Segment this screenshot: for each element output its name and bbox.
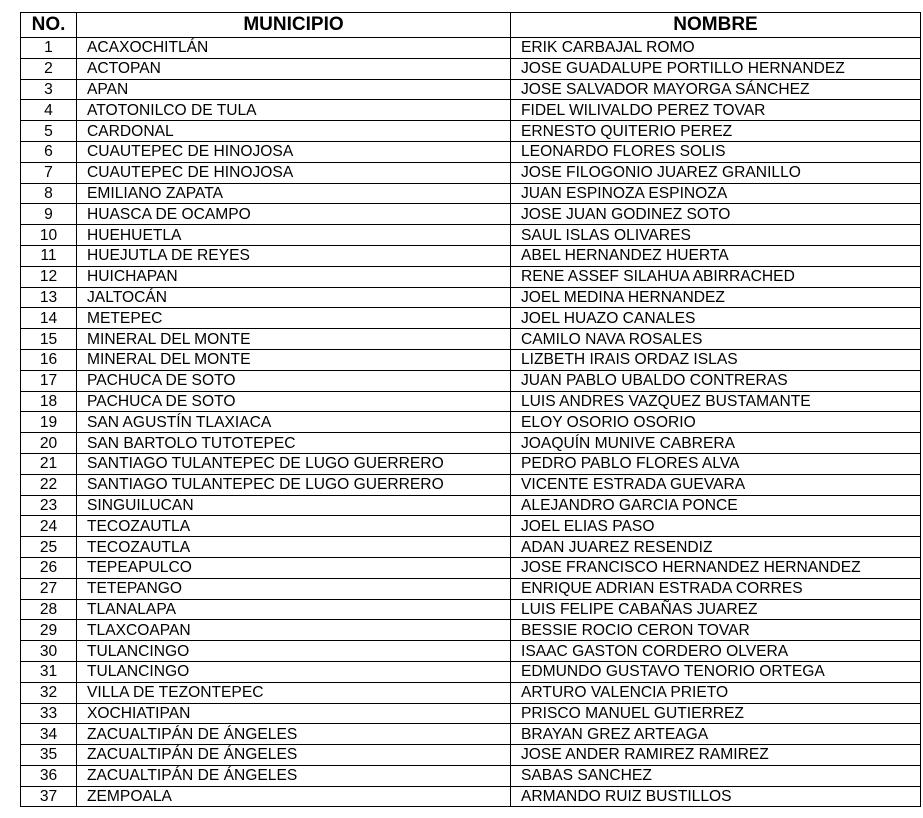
table-row	[21, 724, 921, 745]
row-number: 36	[21, 765, 77, 786]
table-row	[21, 162, 921, 183]
row-municipio: HUICHAPAN	[77, 266, 511, 287]
row-nombre: ARTURO VALENCIA PRIETO	[511, 682, 921, 703]
row-municipio: HUEJUTLA DE REYES	[77, 245, 511, 266]
row-nombre: JOSE JUAN GODINEZ SOTO	[511, 204, 921, 225]
row-number: 6	[21, 141, 77, 162]
table-row	[21, 79, 921, 100]
row-number: 10	[21, 225, 77, 246]
row-municipio: CARDONAL	[77, 121, 511, 142]
table-row	[21, 287, 921, 308]
row-nombre: LUIS ANDRES VAZQUEZ BUSTAMANTE	[511, 391, 921, 412]
row-municipio: XOCHIATIPAN	[77, 703, 511, 724]
row-number: 22	[21, 474, 77, 495]
table-row	[21, 58, 921, 79]
row-number: 37	[21, 786, 77, 807]
row-municipio: SAN BARTOLO TUTOTEPEC	[77, 433, 511, 454]
row-nombre: VICENTE ESTRADA GUEVARA	[511, 474, 921, 495]
row-number: 33	[21, 703, 77, 724]
row-number: 2	[21, 58, 77, 79]
table-row	[21, 349, 921, 370]
row-nombre: ADAN JUAREZ RESENDIZ	[511, 537, 921, 558]
row-number: 17	[21, 370, 77, 391]
row-number: 25	[21, 537, 77, 558]
row-municipio: SANTIAGO TULANTEPEC DE LUGO GUERRERO	[77, 474, 511, 495]
row-nombre: ERIK CARBAJAL ROMO	[511, 38, 921, 59]
table-row	[21, 599, 921, 620]
table-row	[21, 703, 921, 724]
table-row	[21, 682, 921, 703]
row-nombre: JOEL HUAZO CANALES	[511, 308, 921, 329]
row-number: 23	[21, 495, 77, 516]
row-number: 9	[21, 204, 77, 225]
row-number: 1	[21, 38, 77, 59]
table-row	[21, 495, 921, 516]
row-municipio: TULANCINGO	[77, 641, 511, 662]
row-number: 29	[21, 620, 77, 641]
row-municipio: MINERAL DEL MONTE	[77, 329, 511, 350]
row-municipio: SANTIAGO TULANTEPEC DE LUGO GUERRERO	[77, 453, 511, 474]
row-municipio: CUAUTEPEC DE HINOJOSA	[77, 162, 511, 183]
row-municipio: METEPEC	[77, 308, 511, 329]
row-nombre: LIZBETH IRAIS ORDAZ ISLAS	[511, 349, 921, 370]
row-nombre: ABEL HERNANDEZ HUERTA	[511, 245, 921, 266]
row-municipio: ZACUALTIPÁN DE ÁNGELES	[77, 724, 511, 745]
row-number: 7	[21, 162, 77, 183]
table-body	[21, 38, 921, 807]
row-nombre: LUIS FELIPE CABAÑAS JUAREZ	[511, 599, 921, 620]
row-municipio: APAN	[77, 79, 511, 100]
table-row	[21, 453, 921, 474]
table-row	[21, 578, 921, 599]
row-nombre: ISAAC GASTON CORDERO OLVERA	[511, 641, 921, 662]
table-row	[21, 266, 921, 287]
table-row	[21, 557, 921, 578]
row-municipio: TULANCINGO	[77, 661, 511, 682]
row-nombre: ENRIQUE ADRIAN ESTRADA CORRES	[511, 578, 921, 599]
row-municipio: VILLA DE TEZONTEPEC	[77, 682, 511, 703]
row-number: 3	[21, 79, 77, 100]
row-number: 8	[21, 183, 77, 204]
row-number: 15	[21, 329, 77, 350]
row-municipio: HUASCA DE OCAMPO	[77, 204, 511, 225]
table-row	[21, 765, 921, 786]
row-municipio: ZACUALTIPÁN DE ÁNGELES	[77, 745, 511, 766]
row-number: 12	[21, 266, 77, 287]
row-nombre: SAUL ISLAS OLIVARES	[511, 225, 921, 246]
table-row	[21, 786, 921, 807]
table-row	[21, 141, 921, 162]
row-nombre: ERNESTO QUITERIO PEREZ	[511, 121, 921, 142]
table-row	[21, 308, 921, 329]
table-row	[21, 225, 921, 246]
row-nombre: BESSIE ROCIO CERON TOVAR	[511, 620, 921, 641]
municipio-table	[20, 12, 921, 807]
row-nombre: PRISCO MANUEL GUTIERREZ	[511, 703, 921, 724]
row-number: 35	[21, 745, 77, 766]
table-row	[21, 516, 921, 537]
header-nombre: NOMBRE	[511, 13, 921, 38]
row-number: 4	[21, 100, 77, 121]
row-number: 13	[21, 287, 77, 308]
row-number: 28	[21, 599, 77, 620]
row-municipio: TEPEAPULCO	[77, 557, 511, 578]
table-row	[21, 370, 921, 391]
row-number: 14	[21, 308, 77, 329]
table-row	[21, 100, 921, 121]
row-number: 31	[21, 661, 77, 682]
row-nombre: JUAN ESPINOZA ESPINOZA	[511, 183, 921, 204]
row-number: 20	[21, 433, 77, 454]
table-row	[21, 204, 921, 225]
table-row	[21, 433, 921, 454]
row-municipio: PACHUCA DE SOTO	[77, 370, 511, 391]
row-nombre: JOSE SALVADOR MAYORGA SÁNCHEZ	[511, 79, 921, 100]
row-nombre: SABAS SANCHEZ	[511, 765, 921, 786]
row-municipio: CUAUTEPEC DE HINOJOSA	[77, 141, 511, 162]
row-nombre: JOSE FILOGONIO JUAREZ GRANILLO	[511, 162, 921, 183]
row-municipio: MINERAL DEL MONTE	[77, 349, 511, 370]
row-nombre: RENE ASSEF SILAHUA ABIRRACHED	[511, 266, 921, 287]
row-municipio: ZEMPOALA	[77, 786, 511, 807]
row-municipio: PACHUCA DE SOTO	[77, 391, 511, 412]
row-number: 30	[21, 641, 77, 662]
row-number: 34	[21, 724, 77, 745]
header-municipio: MUNICIPIO	[77, 13, 511, 38]
row-municipio: HUEHUETLA	[77, 225, 511, 246]
row-number: 24	[21, 516, 77, 537]
table-row	[21, 329, 921, 350]
table-row	[21, 121, 921, 142]
row-municipio: TETEPANGO	[77, 578, 511, 599]
table-row	[21, 391, 921, 412]
row-nombre: EDMUNDO GUSTAVO TENORIO ORTEGA	[511, 661, 921, 682]
row-nombre: JOEL MEDINA HERNANDEZ	[511, 287, 921, 308]
row-nombre: JOSE GUADALUPE PORTILLO HERNANDEZ	[511, 58, 921, 79]
row-nombre: ELOY OSORIO OSORIO	[511, 412, 921, 433]
row-number: 18	[21, 391, 77, 412]
table-row	[21, 661, 921, 682]
table-row	[21, 245, 921, 266]
row-number: 26	[21, 557, 77, 578]
row-nombre: BRAYAN GREZ ARTEAGA	[511, 724, 921, 745]
row-municipio: TLAXCOAPAN	[77, 620, 511, 641]
row-municipio: ACAXOCHITLÁN	[77, 38, 511, 59]
row-municipio: ATOTONILCO DE TULA	[77, 100, 511, 121]
row-number: 5	[21, 121, 77, 142]
row-municipio: TECOZAUTLA	[77, 516, 511, 537]
header-no: NO.	[21, 13, 77, 38]
row-number: 21	[21, 453, 77, 474]
row-nombre: JUAN PABLO UBALDO CONTRERAS	[511, 370, 921, 391]
table-row	[21, 474, 921, 495]
row-municipio: ACTOPAN	[77, 58, 511, 79]
row-number: 32	[21, 682, 77, 703]
row-municipio: JALTOCÁN	[77, 287, 511, 308]
row-number: 19	[21, 412, 77, 433]
table-row	[21, 183, 921, 204]
row-nombre: CAMILO NAVA ROSALES	[511, 329, 921, 350]
table-row	[21, 745, 921, 766]
row-nombre: ARMANDO RUIZ BUSTILLOS	[511, 786, 921, 807]
row-nombre: ALEJANDRO GARCIA PONCE	[511, 495, 921, 516]
row-nombre: JOEL ELIAS PASO	[511, 516, 921, 537]
row-municipio: EMILIANO ZAPATA	[77, 183, 511, 204]
row-nombre: JOSE ANDER RAMIREZ RAMIREZ	[511, 745, 921, 766]
row-municipio: TLANALAPA	[77, 599, 511, 620]
table-row	[21, 620, 921, 641]
row-municipio: ZACUALTIPÁN DE ÁNGELES	[77, 765, 511, 786]
row-nombre: JOAQUÍN MUNIVE CABRERA	[511, 433, 921, 454]
table-row	[21, 38, 921, 59]
header-row	[21, 13, 921, 38]
row-number: 27	[21, 578, 77, 599]
row-municipio: TECOZAUTLA	[77, 537, 511, 558]
row-nombre: PEDRO PABLO FLORES ALVA	[511, 453, 921, 474]
table-row	[21, 641, 921, 662]
row-nombre: LEONARDO FLORES SOLIS	[511, 141, 921, 162]
row-nombre: FIDEL WILIVALDO PEREZ TOVAR	[511, 100, 921, 121]
row-municipio: SAN AGUSTÍN TLAXIACA	[77, 412, 511, 433]
row-number: 16	[21, 349, 77, 370]
table-row	[21, 537, 921, 558]
row-number: 11	[21, 245, 77, 266]
table-row	[21, 412, 921, 433]
row-nombre: JOSE FRANCISCO HERNANDEZ HERNANDEZ	[511, 557, 921, 578]
row-municipio: SINGUILUCAN	[77, 495, 511, 516]
